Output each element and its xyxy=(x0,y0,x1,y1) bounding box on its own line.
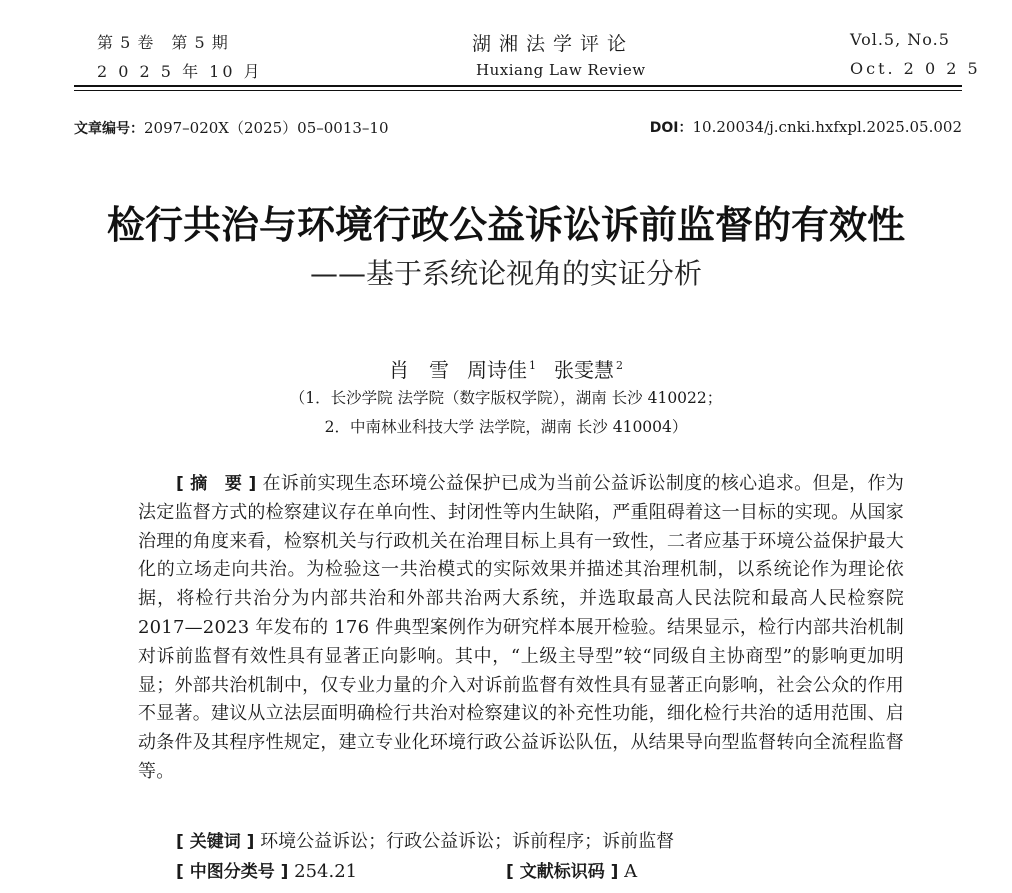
issue-date-cn: 2 0 2 5 年 10 月 xyxy=(97,62,263,81)
article-number-value: 2097–020X（2025）05–0013–10 xyxy=(144,119,389,137)
author-name: 张雯慧 xyxy=(554,358,614,382)
volume-issue: 第 5 卷 第 5 期 xyxy=(97,33,229,52)
doi-label: DOI： xyxy=(649,120,693,136)
article-number-label: 文章编号： xyxy=(74,121,144,137)
doi xyxy=(650,117,962,137)
article-number xyxy=(74,117,389,138)
keywords-label: [ 关键词 ] xyxy=(176,832,255,852)
keywords-text: 环境公益诉讼；行政公益诉讼；诉前程序；诉前监督 xyxy=(260,831,675,852)
keywords xyxy=(176,827,674,853)
author-list xyxy=(0,354,1012,383)
affiliation-line: （1．长沙学院 法学院（数字版权学院），湖南 长沙 410022； xyxy=(289,389,723,407)
author-affiliation-mark: 1 xyxy=(529,359,536,372)
abstract-text: 在诉前实现生态环境公益保护已成为当前公益诉讼制度的核心追求。但是，作为法定监督方式的检察建议存在单向性、封闭性等内生缺陷，严重阻碍着这一目标的实现。从国家治理的角度来看，检察机关与行政机关在治理目标上具有一致性，二者应基于环境公益保护最大化的立场走向共治。为检验这一共治模式的实际效果并描述其治理机制，以系统论作为理论依据，将检行共治分为内部共治和外部共治两大系统，并选取最高人民法院和最高人民检察院 2017—2023 年发布的 176 件典型案例作为研究样本展开检验。结果显示，检行内部共治机制对诉前监督有效性具有显著正向影响。其中，“上级主导型”较“同级自主协商型”的影响更加明显；外部共治机制中，仅专业力量的介入对诉前监督有效性具有显著正向影响，社会公众的作用不显著。建议从立法层面明确检行共治对检察建议的补充性功能，细化检行共治的适用范围、启动条件及其程序性规定，建立专业化环境行政公益诉讼队伍，从结果导向型监督转向全流程监督等。 xyxy=(138,473,905,782)
document-code-value: A xyxy=(624,861,638,882)
author-affiliation-mark: 2 xyxy=(616,359,623,372)
abstract-label: [ 摘 要 ] xyxy=(176,474,257,494)
clc-label: [ 中图分类号 ] xyxy=(176,862,289,882)
clc-number xyxy=(176,857,357,882)
document-code-label: [ 文献标识码 ] xyxy=(506,862,619,882)
article-subtitle: ——基于系统论视角的实证分析 xyxy=(309,257,702,290)
author-name: 周诗佳 xyxy=(467,358,527,382)
clc-value: 254.21 xyxy=(294,861,358,882)
affiliation-line: 2．中南林业科技大学 法学院，湖南 长沙 410004） xyxy=(324,418,688,436)
header-rule-thin xyxy=(74,90,962,91)
header-rule-thick xyxy=(74,85,962,87)
journal-name-en: Huxiang Law Review xyxy=(476,61,646,79)
document-code xyxy=(506,857,637,882)
abstract xyxy=(138,470,904,787)
author-name: 肖 雪 xyxy=(389,358,449,382)
issue-date-en: Oct. 2 0 2 5 xyxy=(850,59,981,78)
doi-value: 10.20034/j.cnki.hxfxpl.2025.05.002 xyxy=(692,118,962,136)
journal-name-cn: 湖湘法学评论 xyxy=(472,33,635,55)
article-title: 检行共治与环境行政公益诉讼诉前监督的有效性 xyxy=(106,203,905,247)
volume-en: Vol.5, No.5 xyxy=(850,30,950,49)
